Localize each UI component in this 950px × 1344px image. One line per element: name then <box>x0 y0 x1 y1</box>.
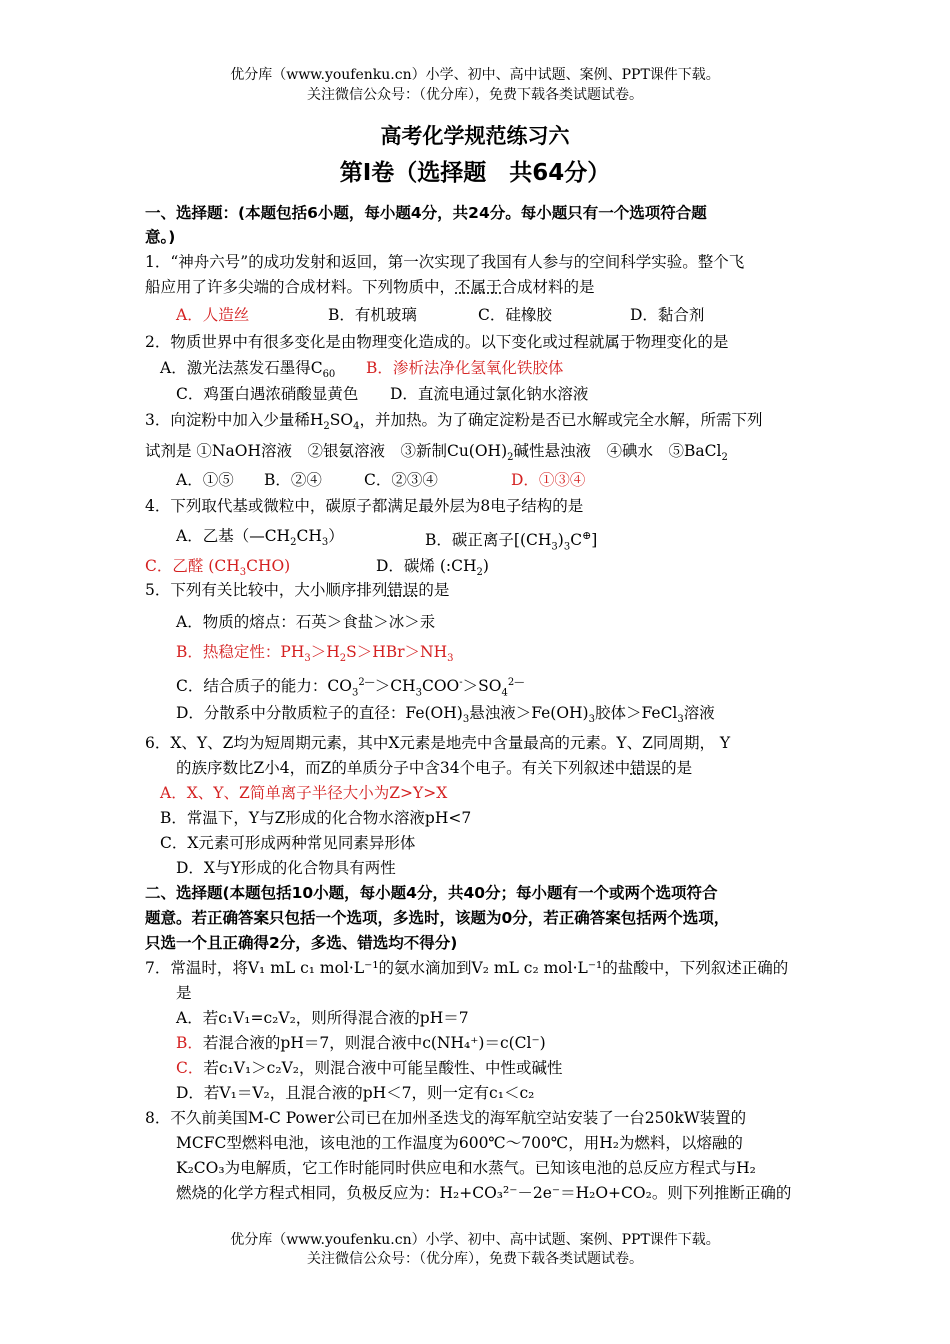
q6-line2-pre: 的族序数比Z小4，而Z的单质分子中含34个电子。有关下列叙述中 <box>176 759 631 777</box>
q4-option-b-sub: 3 <box>551 541 558 553</box>
q3-line2-sub2: 2 <box>721 452 728 464</box>
q4-option-a-sub1: 2 <box>290 537 297 549</box>
q3-option-d: D．①③④ <box>511 471 586 489</box>
q5-line1 <box>145 580 449 600</box>
q4-option-c-post: CHO) <box>246 557 291 575</box>
q5-option-d-post: 溶液 <box>683 704 715 722</box>
q5-option-d-m2: 胶体＞FeCl <box>594 704 678 722</box>
q2-option-a-text: A．激光法蒸发石墨得C <box>160 359 323 377</box>
q7-option-d: D．若V₁＝V₂，且混合液的pH＜7，则一定有c₁＜c₂ <box>176 1084 535 1102</box>
q6-option-c: C．X元素可形成两种常见同素异形体 <box>160 834 416 852</box>
q5-option-c-m3: ＞SO <box>462 677 502 696</box>
q5-option-c-sup1: 2— <box>358 677 375 688</box>
q5-option-b-s1: 3 <box>304 653 311 665</box>
q3-line2-mid: 碱性悬浊液 ④碘水 ⑤BaCl <box>513 442 722 460</box>
q3-line1-sub1: 2 <box>323 421 330 433</box>
q6-line2-post: 的是 <box>661 759 693 777</box>
q3-line1-sub2: 4 <box>353 421 360 433</box>
q5-option-c-pre: C．结合质子的能力：CO <box>176 677 352 696</box>
q5-line1-post: 的是 <box>418 581 450 599</box>
q4-option-c-sub: 3 <box>239 567 247 579</box>
q3-line2 <box>145 441 728 468</box>
q7-option-b: B．若混合液的pH＝7，则混合液中c(NH₄⁺)＝c(Cl⁻) <box>176 1034 546 1052</box>
q5-option-b-pre: B．热稳定性：PH <box>176 643 305 661</box>
q7-option-a: A．若c₁V₁=c₂V₂，则所得混合液的pH＝7 <box>176 1009 469 1027</box>
q5-option-c-sup2: - <box>459 677 463 688</box>
q5-option-d-s1: 3 <box>462 714 470 726</box>
q7-line2: 是 <box>176 984 192 1002</box>
q4-option-d-sub: 2 <box>476 567 483 579</box>
section2-line2: 题意。若正确答案只包括一个选项，多选时，该题为0分，若正确答案包括两个选项， <box>145 909 730 927</box>
q4-option-b <box>425 526 597 557</box>
q4-option-b-mid: ) <box>557 531 564 550</box>
q1-line2c: 合成材料的是 <box>501 278 595 296</box>
q2-option-a <box>160 358 335 385</box>
q3-line1-pre: 3．向淀粉中加入少量稀H <box>145 411 324 429</box>
header-line-1: 优分库（www.youfenku.cn）小学、初中、高中试题、案例、PPT课件下载。 <box>230 67 720 83</box>
q6-line2 <box>176 758 692 778</box>
q5-emphasis: 错误 <box>387 581 419 599</box>
q5-option-c-m1: ＞CH <box>374 677 416 696</box>
q5-option-c-s2: 3 <box>415 687 422 699</box>
q1-line1: 1．“神舟六号”的成功发射和返回，第一次实现了我国有人参与的空间科学实验。整个飞 <box>145 253 745 271</box>
section1-line1: 一、选择题：(本题包括6小题，每小题4分，共24分。每小题只有一个选项符合题 <box>145 204 707 222</box>
q2-line1: 2．物质世界中有很多变化是由物理变化造成的。以下变化或过程就属于物理变化的是 <box>145 333 729 351</box>
q7-option-b-label <box>176 1033 546 1053</box>
q3-line2-sub: 2 <box>507 452 514 464</box>
q5-option-d-s2: 3 <box>588 714 595 726</box>
q5-option-a: A．物质的熔点：石英＞食盐＞冰＞汞 <box>176 613 436 631</box>
q5-option-b-s2: 2 <box>339 653 347 665</box>
q5-option-c-s3: 4 <box>501 687 508 699</box>
q5-option-b-s3: 3 <box>447 653 454 665</box>
section2-line1: 二、选择题(本题包括10小题，每小题4分，共40分；每小题有一个或两个选项符合 <box>145 884 718 902</box>
q8-line4: 燃烧的化学方程式相同，负极反应为：H₂+CO₃²⁻－2e⁻＝H₂O+CO₂。则下列推断正确的 <box>176 1184 792 1202</box>
q4-option-b-post: C <box>570 531 583 550</box>
q4-option-a-sub2: 3 <box>321 537 329 549</box>
q6-option-a: A．X、Y、Z简单离子半径大小为Z>Y>X <box>160 784 448 802</box>
q1-line2a: 船应用了许多尖端的合成材料。下列物质中， <box>145 278 456 296</box>
q5-option-c-s1: 3 <box>351 687 359 699</box>
q5-option-b-m2: S＞HBr＞NH <box>346 643 448 661</box>
q5-option-d-m1: 悬浊液＞Fe(OH) <box>469 704 589 722</box>
footer-line-2: 关注微信公众号：（优分库），免费下载各类试题试卷。 <box>307 1251 643 1267</box>
q3-line2-pre: 试剂是 ①NaOH溶液 ②银氨溶液 ③新制Cu(OH) <box>145 442 508 460</box>
q4-option-d-post: ) <box>482 557 489 575</box>
q4-option-a-pre: A．乙基（—CH <box>176 527 291 545</box>
q8-line3: K₂CO₃为电解质，它工作时能同时供应电和水蒸气。已知该电池的总反应方程式与H₂ <box>176 1159 756 1177</box>
q5-line1-pre: 5．下列有关比较中，大小顺序排列 <box>145 581 388 599</box>
q5-option-b-m1: ＞H <box>310 643 340 661</box>
q5-option-d <box>176 703 715 730</box>
q7-line1: 7．常温时，将V₁ mL c₁ mol·L⁻¹的氨水滴加到V₂ mL c₂ mol·L⁻¹的盐酸中，下列叙述正确的 <box>145 959 789 977</box>
q1-option-c: C．硅橡胶 <box>478 306 552 324</box>
q1-option-d: D．黏合剂 <box>630 306 705 324</box>
q6-line1: 6．X、Y、Z均为短周期元素，其中X元素是地壳中含量最高的元素。Y、Z同周期， Y <box>145 734 731 752</box>
q5-option-d-s3: 3 <box>677 714 684 726</box>
q3-line1 <box>145 410 762 437</box>
q2-option-a-sub: 60 <box>322 369 336 381</box>
q2-option-d: D．直流电通过氯化钠水溶液 <box>390 385 589 403</box>
q7-option-c: C．若c₁V₁＞c₂V₂，则混合液中可能呈酸性、中性或碱性 <box>176 1059 563 1077</box>
q6-option-d: D．X与Y形成的化合物具有两性 <box>176 859 396 877</box>
header-line-2: 关注微信公众号：（优分库），免费下载各类试题试卷。 <box>307 87 643 103</box>
q8-line1: 8．不久前美国M-C Power公司已在加州圣迭戈的海军航空站安装了一台250kW装置的 <box>145 1109 747 1127</box>
q2-option-c: C．鸡蛋白遇浓硝酸显黄色 <box>176 385 359 403</box>
q4-option-c-pre: C．乙醛 (CH <box>145 557 240 575</box>
q1-line2 <box>145 277 595 297</box>
q7-option-c-label <box>176 1058 562 1078</box>
q1-option-a: A．人造丝 <box>176 306 250 324</box>
q4-option-b-end: ] <box>591 531 598 550</box>
section2-line3: 只选一个且正确得2分，多选、错选均不得分) <box>145 934 458 952</box>
q1-option-b: B．有机玻璃 <box>328 306 417 324</box>
q4-line1: 4．下列取代基或微粒中，碳原子都满足最外层为8电子结构的是 <box>145 497 584 515</box>
q4-option-a-mid: CH <box>296 527 322 545</box>
q4-option-b-sup: ⊕ <box>582 529 592 542</box>
q4-option-b-pre: B．碳正离子[(CH <box>425 531 552 550</box>
q5-option-b <box>176 642 454 669</box>
q5-option-c-m2: COO <box>421 677 460 696</box>
q3-option-a: A．①⑤ <box>176 471 234 489</box>
q4-option-a-post: ） <box>328 527 344 545</box>
q5-option-c-sup3: 2— <box>507 677 525 688</box>
q2-option-b: B．渗析法净化氢氧化铁胶体 <box>366 359 564 377</box>
q4-option-d-pre: D．碳烯 (:CH <box>376 557 477 575</box>
q3-option-b: B．②④ <box>264 471 322 489</box>
q3-option-c: C．②③④ <box>364 471 438 489</box>
q8-line2: MCFC型燃料电池，该电池的工作温度为600℃～700℃，用H₂为燃料，以熔融的 <box>176 1134 743 1152</box>
q5-option-d-pre: D．分散系中分散质粒子的直径：Fe(OH) <box>176 704 463 722</box>
q3-line1-mid: SO <box>329 411 354 429</box>
q6-emphasis: 错误 <box>630 759 662 777</box>
section1-line2: 意。) <box>145 228 176 246</box>
q4-option-b-sub2: 3 <box>563 541 571 553</box>
q3-line1-post: ，并加热。为了确定淀粉是否已水解或完全水解，所需下列 <box>359 411 763 429</box>
footer-line-1: 优分库（www.youfenku.cn）小学、初中、高中试题、案例、PPT课件下载。 <box>230 1232 720 1248</box>
q4-option-a <box>176 526 344 553</box>
q5-option-c <box>176 673 524 703</box>
q6-option-b: B．常温下，Y与Z形成的化合物水溶液pH<7 <box>160 809 472 827</box>
q1-emphasis: 不属于 <box>455 278 502 296</box>
page-title: 高考化学规范练习六 <box>380 123 570 148</box>
page-subtitle: 第Ⅰ卷（选择题 共64分） <box>339 160 611 186</box>
